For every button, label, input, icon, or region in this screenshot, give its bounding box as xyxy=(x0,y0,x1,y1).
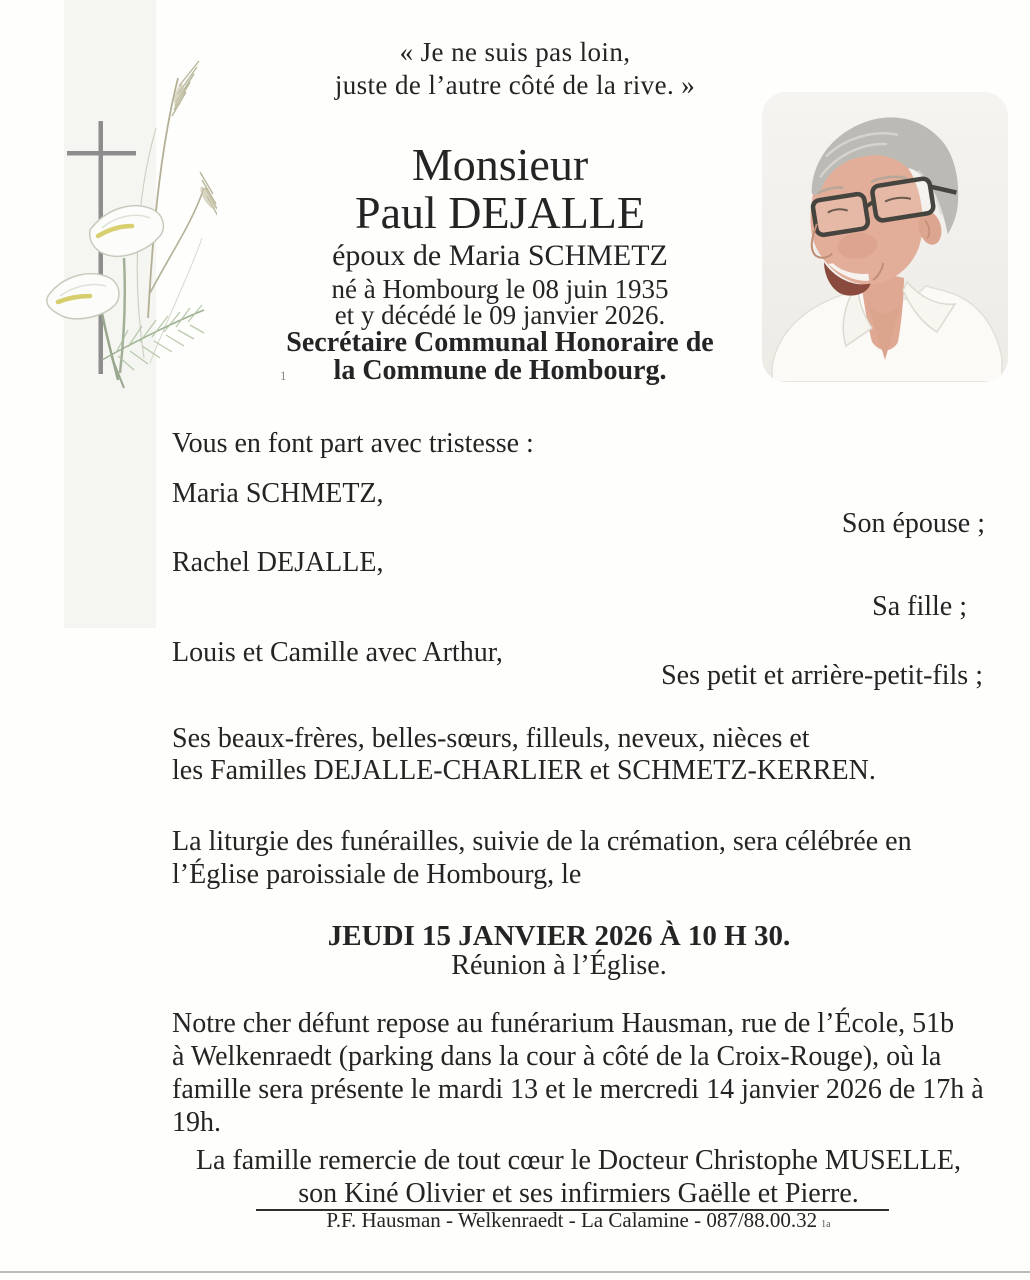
page-mark: 1 xyxy=(280,368,287,383)
families-line-1: Ses beaux-frères, belles-sœurs, filleuls, neveux, nièces et xyxy=(172,723,810,754)
families-paragraph xyxy=(172,723,876,787)
repose-line-3: famille sera présente le mardi 13 et le mercredi 14 janvier 2026 de 17h à xyxy=(172,1074,984,1105)
mourner-name: Rachel DEJALLE, xyxy=(172,547,384,578)
print-mark: 1a xyxy=(821,1219,831,1230)
ceremony-date-line: JEUDI 15 JANVIER 2026 À 10 H 30. xyxy=(327,920,791,952)
ceremony-meeting-line: Réunion à l’Église. xyxy=(451,950,667,981)
thanks-line-2: son Kiné Olivier et ses infirmiers Gaëlle et Pierre. xyxy=(298,1178,859,1209)
mourner-relation: Sa fille ; xyxy=(872,591,967,622)
mourner-relation: Ses petit et arrière-petit-fils ; xyxy=(661,660,983,691)
deceased-header xyxy=(230,141,770,384)
funeral-home-footer xyxy=(172,1207,985,1238)
liturgy-line-1: La liturgie des funérailles, suivie de la crémation, sera célébrée en xyxy=(172,826,912,857)
cross-and-lilies-icon xyxy=(32,58,217,393)
honor-line-2: la Commune de Hombourg. xyxy=(333,355,667,386)
quote-line-2: juste de l’autre côté de la rive. » xyxy=(334,70,696,100)
deceased-name: Paul DEJALLE xyxy=(354,187,645,238)
calla-lily-icon xyxy=(47,274,119,319)
repose-line-1: Notre cher défunt repose au funérarium Hausman, rue de l’École, 51b xyxy=(172,1008,955,1039)
deceased-title: Monsieur xyxy=(411,139,589,190)
funeral-home-contact: P.F. Hausman - Welkenraedt - La Calamine - 087/88.00.32 xyxy=(326,1208,818,1232)
mourner-relation: Son épouse ; xyxy=(841,508,985,539)
palm-leaf-icon xyxy=(102,305,204,370)
quote-line-1: « Je ne suis pas loin, xyxy=(399,37,631,67)
liturgy-paragraph xyxy=(172,825,912,891)
repose-paragraph xyxy=(172,1007,984,1139)
birth-line: né à Hombourg le 08 juin 1935 xyxy=(331,274,669,304)
spouse-line: époux de Maria SCHMETZ xyxy=(332,239,668,272)
repose-line-2: à Welkenraedt (parking dans la cour à côté de la Croix-Rouge), où la xyxy=(172,1041,942,1072)
mourner-name: Maria SCHMETZ, xyxy=(172,478,384,509)
thanks-line-1: La famille remercie de tout cœur le Docteur Christophe MUSELLE, xyxy=(195,1145,962,1176)
scan-edge-line xyxy=(0,1271,1030,1273)
honor-line-1: Secrétaire Communal Honoraire de xyxy=(286,327,714,358)
intro-line: Vous en font part avec tristesse : xyxy=(172,428,534,459)
portrait-photo xyxy=(762,92,1008,382)
liturgy-line-2: l’Église paroissiale de Hombourg, le xyxy=(172,859,582,890)
repose-line-4: 19h. xyxy=(172,1107,221,1138)
death-line: et y décédé le 09 janvier 2026. xyxy=(334,300,666,330)
mourner-name: Louis et Camille avec Arthur, xyxy=(172,637,503,668)
families-line-2: les Familles DEJALLE-CHARLIER et SCHMETZ-KERREN. xyxy=(172,755,876,786)
